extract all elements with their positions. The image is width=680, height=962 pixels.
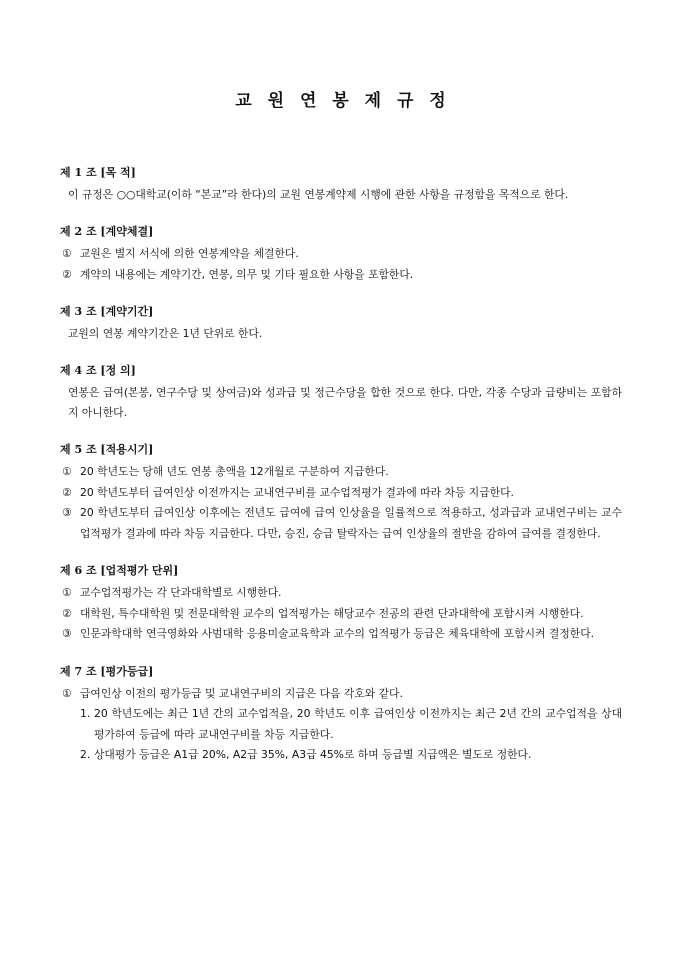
article-subitem	[80, 745, 622, 766]
subitem-text: 상대평가 등급은 A1급 20%, A2급 35%, A3급 45%로 하며 등급별 지급액은 별도로 정한다.	[94, 748, 532, 761]
article-1	[60, 163, 622, 205]
article-item	[60, 684, 622, 705]
article-heading: 제 7 조 [평가등급]	[60, 664, 154, 678]
item-marker: ②	[62, 606, 72, 620]
article-subitem	[80, 704, 622, 745]
item-marker: ③	[62, 506, 72, 519]
article-heading: 제 3 조 [계약기간]	[60, 305, 154, 318]
article-heading: 제 2 조 [계약체결]	[60, 225, 154, 238]
article-item	[60, 483, 622, 504]
article-item	[60, 462, 622, 483]
item-text: 대학원, 특수대학원 및 전문대학원 교수의 업적평가는 해당교수 전공의 관련 단과대학에 포함시켜 시행한다.	[80, 606, 584, 620]
subitem-marker: 1.	[80, 707, 91, 720]
item-marker: ③	[62, 627, 72, 640]
item-text: 교원은 별지 서식에 의한 연봉계약을 체결한다.	[80, 247, 299, 260]
article-7	[60, 662, 622, 766]
item-marker: ①	[62, 465, 72, 478]
item-text: 20 학년도부터 급여인상 이후에는 전년도 급여에 급여 인상율을 일률적으로 적용하고, 성과급과 교내연구비는 교수업적평가 결과에 따라 차등 지급한다. 다만, 승진, 승급 탈락자는 급여 인상율의 절반을 감하여 급여를 결정한다.	[80, 506, 622, 540]
article-item	[60, 583, 622, 604]
article-heading: 제 4 조 [정 의]	[60, 364, 136, 377]
article-item	[60, 244, 622, 265]
article-heading: 제 5 조 [적용시기]	[60, 443, 154, 456]
article-list	[60, 163, 622, 766]
item-text: 20 학년도는 당해 년도 연봉 총액을 12개월로 구분하여 지급한다.	[80, 465, 389, 478]
article-item	[60, 604, 622, 625]
article-item	[60, 265, 622, 286]
item-marker: ①	[62, 586, 72, 599]
item-marker: ②	[62, 267, 72, 281]
article-4	[60, 361, 622, 423]
article-heading: 제 1 조 [목 적]	[60, 166, 136, 179]
article-5	[60, 440, 622, 544]
item-text: 인문과학대학 연극영화와 사범대학 응용미술교육학과 교수의 업적평가 등급은 체육대학에 포함시켜 결정한다.	[80, 627, 595, 640]
item-text: 계약의 내용에는 계약기간, 연봉, 의무 및 기타 필요한 사항을 포함한다.	[80, 267, 414, 281]
article-body: 이 규정은 ○○대학교(이하 “본교”라 한다)의 교원 연봉계약제 시행에 관한 사항을 규정함을 목적으로 한다.	[68, 188, 569, 201]
document-title: 교 원 연 봉 제 규 정	[235, 91, 447, 111]
article-2	[60, 222, 622, 285]
article-6	[60, 561, 622, 645]
subitem-marker: 2.	[80, 748, 91, 761]
item-text: 20 학년도부터 급여인상 이전까지는 교내연구비를 교수업적평가 결과에 따라 차등 지급한다.	[80, 485, 514, 499]
subitem-text: 20 학년도에는 최근 1년 간의 교수업적을, 20 학년도 이후 급여인상 이전까지는 최근 2년 간의 교수업적을 상대 평가하여 등급에 따라 교내연구비를 차등 지급한다.	[94, 707, 622, 741]
article-heading: 제 6 조 [업적평가 단위]	[60, 564, 179, 577]
item-marker: ①	[62, 686, 72, 700]
item-marker: ①	[62, 247, 72, 260]
article-body: 교원의 연봉 계약기간은 1년 단위로 한다.	[68, 327, 263, 340]
article-body: 연봉은 급여(본봉, 연구수당 및 상여금)와 성과급 및 정근수당을 합한 것으로 한다. 다만, 각종 수당과 급량비는 포함하지 아니한다.	[68, 386, 622, 419]
item-text: 급여인상 이전의 평가등급 및 교내연구비의 지급은 다음 각호와 같다.	[80, 686, 403, 700]
article-3	[60, 302, 622, 344]
item-marker: ②	[62, 485, 72, 499]
item-text: 교수업적평가는 각 단과대학별로 시행한다.	[80, 586, 282, 599]
article-item	[60, 503, 622, 544]
article-item	[60, 624, 622, 645]
